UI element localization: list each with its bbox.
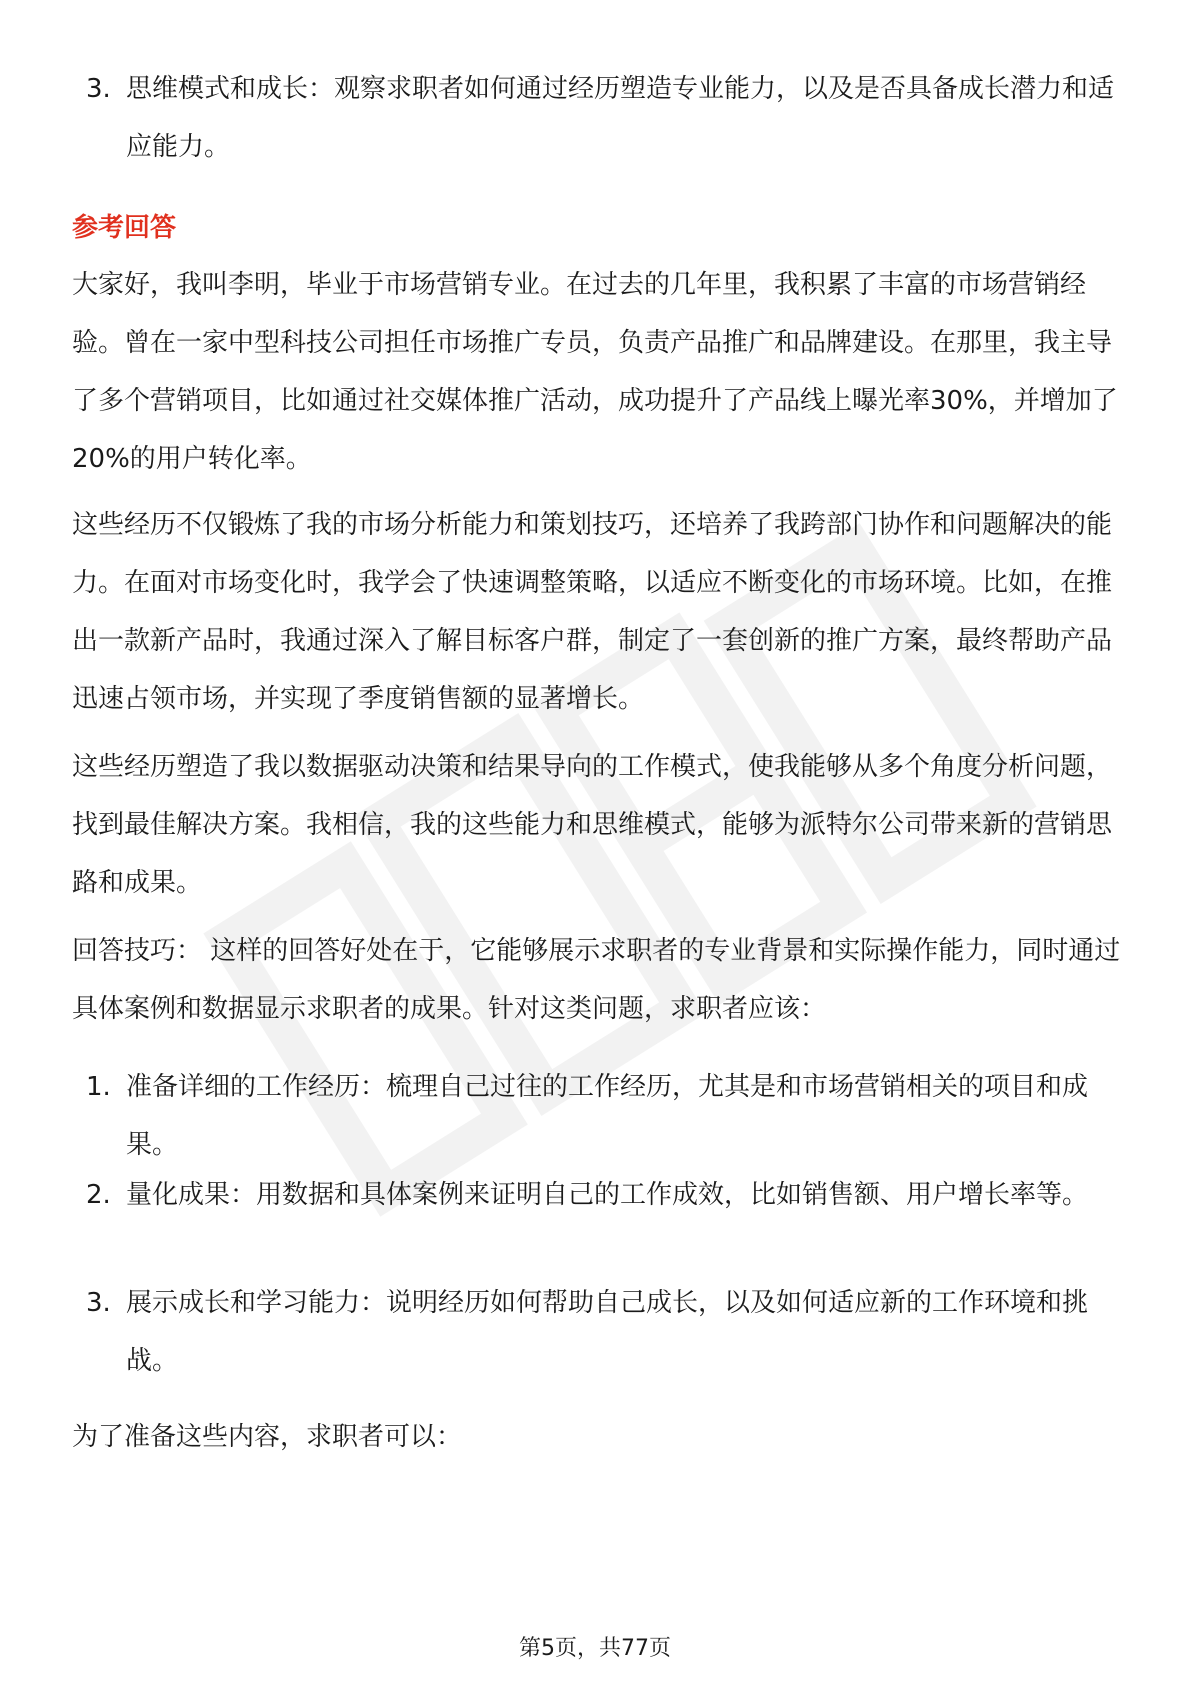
list-text: 思维模式和成长：观察求职者如何通过经历塑造专业能力，以及是否具备成长潜力和适应能力。	[126, 74, 1115, 162]
list-number: 3.	[86, 74, 111, 104]
answer-paragraph-1: 大家好，我叫李明，毕业于市场营销专业。在过去的几年里，我积累了丰富的市场营销经验。曾在一家中型科技公司担任市场推广专员，负责产品推广和品牌建设。在那里，我主导了多个营销项目，比如通过社交媒体推广活动，成功提升了产品线上曝光率30%，并增加了20%的用户转化率。	[72, 270, 1118, 474]
answer-paragraph-3: 这些经历塑造了我以数据驱动决策和结果导向的工作模式，使我能够从多个角度分析问题，找到最佳解决方案。我相信，我的这些能力和思维模式，能够为派特尔公司带来新的营销思路和成果。	[72, 752, 1113, 898]
section-title: 参考回答	[72, 213, 177, 243]
page-footer: 第5页，共77页	[519, 1636, 671, 1661]
list-item	[70, 1274, 1122, 1390]
list-number: 3.	[86, 1288, 111, 1318]
list-text: 展示成长和学习能力：说明经历如何帮助自己成长，以及如何适应新的工作环境和挑战。	[126, 1288, 1089, 1376]
list-number: 2.	[86, 1180, 111, 1210]
list-text: 量化成果：用数据和具体案例来证明自己的工作成效，比如销售额、用户增长率等。	[126, 1180, 1089, 1210]
answer-paragraph-2: 这些经历不仅锻炼了我的市场分析能力和策划技巧，还培养了我跨部门协作和问题解决的能力。在面对市场变化时，我学会了快速调整策略，以适应不断变化的市场环境。比如，在推出一款新产品时，我通过深入了解目标客户群，制定了一套创新的推广方案，最终帮助产品迅速占领市场，并实现了季度销售额的显著增长。	[72, 510, 1113, 714]
list-text: 准备详细的工作经历：梳理自己过往的工作经历，尤其是和市场营销相关的项目和成果。	[126, 1072, 1089, 1160]
list-number: 1.	[86, 1072, 111, 1102]
closing-paragraph: 为了准备这些内容，求职者可以：	[72, 1422, 463, 1452]
tips-paragraph: 回答技巧： 这样的回答好处在于，它能够展示求职者的专业背景和实际操作能力，同时通过具体案例和数据显示求职者的成果。针对这类问题，求职者应该：	[72, 936, 1121, 1024]
list-item	[70, 1166, 1122, 1224]
list-item	[70, 60, 1122, 176]
list-item	[70, 1058, 1122, 1174]
